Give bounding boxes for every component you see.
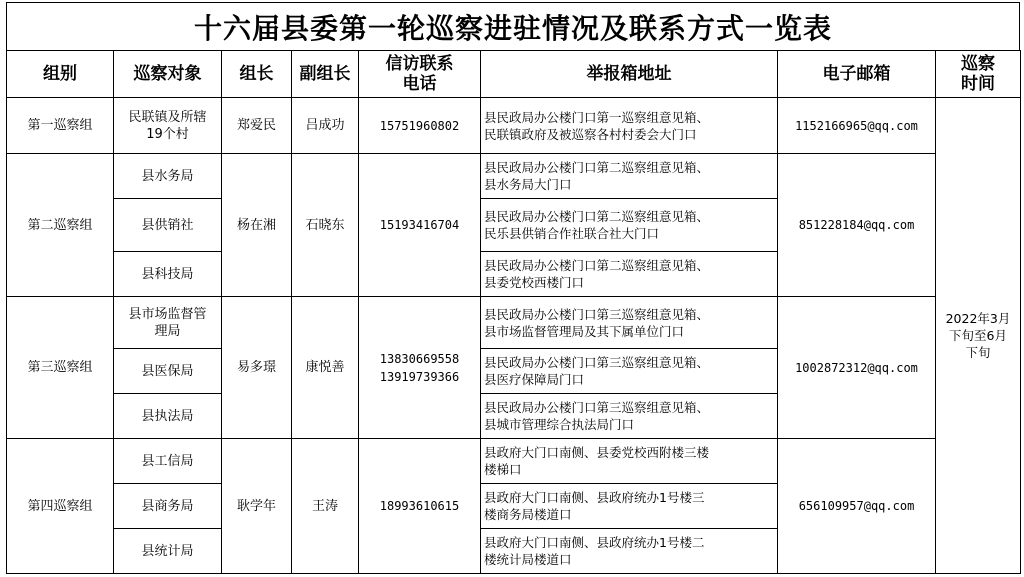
target-line1: 县工信局 — [141, 453, 194, 469]
target-line1: 县水务局 — [141, 168, 194, 184]
group-name: 第一巡察组 — [7, 98, 114, 154]
address-cell — [481, 484, 778, 529]
header-deputy: 副组长 — [292, 51, 359, 98]
group-name: 第二巡察组 — [7, 154, 114, 297]
phone-number: 15751960802 — [379, 118, 460, 133]
table-row — [7, 439, 1021, 484]
address-line2: 县医疗保障局门口 — [484, 372, 585, 387]
time-line1: 2022年3月 — [945, 311, 1011, 326]
deputy-name: 石晓东 — [292, 154, 359, 297]
phone-number: 15193416704 — [379, 218, 460, 232]
target-cell — [114, 154, 222, 199]
target-cell — [114, 252, 222, 297]
email-cell: 851228184@qq.com — [778, 154, 936, 297]
address-line1: 县民政局办公楼门口第三巡察组意见箱、 — [484, 400, 710, 415]
address-cell — [481, 529, 778, 574]
address-cell — [481, 98, 778, 154]
target-line1: 县供销社 — [141, 217, 194, 233]
address-line1: 县政府大门口南侧、县政府统办1号楼三 — [484, 490, 705, 505]
header-email: 电子邮箱 — [778, 51, 936, 98]
page-title: 十六届县委第一轮巡察进驻情况及联系方式一览表 — [6, 2, 1020, 50]
leader-name: 耿学年 — [222, 439, 292, 574]
deputy-name: 王涛 — [292, 439, 359, 574]
address-cell — [481, 349, 778, 394]
header-row — [7, 51, 1021, 98]
phone-cell — [359, 297, 481, 439]
target-cell — [114, 394, 222, 439]
header-address: 举报箱地址 — [481, 51, 778, 98]
table-body — [7, 98, 1021, 574]
leader-name: 易多璟 — [222, 297, 292, 439]
target-cell — [114, 98, 222, 154]
contact-table — [6, 50, 1021, 574]
target-cell — [114, 529, 222, 574]
address-line2: 民联镇政府及被巡察各村村委会大门口 — [484, 126, 697, 142]
address-line2: 县水务局大门口 — [484, 177, 572, 192]
address-line1: 县民政局办公楼门口第二巡察组意见箱、 — [484, 209, 710, 224]
time-line2: 下旬至6月 — [949, 328, 1007, 343]
target-cell — [114, 439, 222, 484]
address-line2: 民乐县供销合作社联合社大门口 — [484, 226, 660, 241]
header-phone-line1: 信访联系 — [385, 54, 454, 74]
header-leader: 组长 — [222, 51, 292, 98]
address-line2: 县委党校西楼门口 — [484, 275, 585, 290]
phone-cell — [359, 98, 481, 154]
time-cell — [936, 98, 1021, 574]
header-group: 组别 — [7, 51, 114, 98]
header-phone — [359, 51, 481, 98]
address-line1: 县民政局办公楼门口第三巡察组意见箱、 — [484, 306, 710, 322]
address-line1: 县政府大门口南侧、县委党校西附楼三楼 — [484, 445, 710, 460]
table-row — [7, 154, 1021, 199]
target-line1: 县统计局 — [141, 543, 194, 559]
address-line1: 县民政局办公楼门口第二巡察组意见箱、 — [484, 258, 710, 273]
target-cell — [114, 199, 222, 252]
leader-name: 杨在湘 — [222, 154, 292, 297]
address-line2: 楼商务局楼道口 — [484, 507, 572, 522]
header-phone-line2: 电话 — [402, 74, 437, 94]
target-line1: 县商务局 — [141, 498, 194, 514]
header-time — [936, 51, 1021, 98]
address-line1: 县民政局办公楼门口第三巡察组意见箱、 — [484, 355, 710, 370]
target-cell — [114, 349, 222, 394]
phone-number: 13919739366 — [379, 369, 460, 384]
target-line1: 县执法局 — [141, 408, 194, 424]
email-cell: 1152166965@qq.com — [778, 98, 936, 154]
address-cell — [481, 252, 778, 297]
address-line1: 县民政局办公楼门口第一巡察组意见箱、 — [484, 109, 710, 125]
target-line2: 理局 — [154, 323, 181, 339]
phone-cell — [359, 154, 481, 297]
phone-number: 13830669558 — [379, 351, 460, 366]
deputy-name: 康悦善 — [292, 297, 359, 439]
address-line2: 楼梯口 — [484, 462, 522, 477]
table-row — [7, 98, 1021, 154]
header-time-line1: 巡察 — [961, 54, 995, 74]
address-cell — [481, 154, 778, 199]
address-line1: 县民政局办公楼门口第二巡察组意见箱、 — [484, 160, 710, 175]
target-line1: 民联镇及所辖 — [128, 109, 207, 125]
address-line2: 县市场监督管理局及其下属单位门口 — [484, 323, 685, 339]
address-line2: 县城市管理综合执法局门口 — [484, 417, 635, 432]
target-cell — [114, 484, 222, 529]
time-line3: 下旬 — [965, 345, 991, 360]
target-line1: 县科技局 — [141, 266, 194, 282]
phone-cell — [359, 439, 481, 574]
address-cell — [481, 199, 778, 252]
address-cell — [481, 394, 778, 439]
target-line1: 县医保局 — [141, 363, 194, 379]
address-line1: 县政府大门口南侧、县政府统办1号楼二 — [484, 535, 705, 550]
address-cell — [481, 439, 778, 484]
table-row — [7, 297, 1021, 349]
group-name: 第三巡察组 — [7, 297, 114, 439]
group-name: 第四巡察组 — [7, 439, 114, 574]
target-cell — [114, 297, 222, 349]
email-cell: 656109957@qq.com — [778, 439, 936, 574]
email-cell: 1002872312@qq.com — [778, 297, 936, 439]
header-time-line2: 时间 — [961, 74, 995, 94]
deputy-name: 吕成功 — [292, 98, 359, 154]
header-target: 巡察对象 — [114, 51, 222, 98]
address-line2: 楼统计局楼道口 — [484, 552, 572, 567]
target-line1: 县市场监督管 — [128, 306, 207, 322]
target-line2: 19个村 — [146, 126, 189, 142]
leader-name: 郑爱民 — [222, 98, 292, 154]
address-cell — [481, 297, 778, 349]
phone-number: 18993610615 — [379, 499, 460, 513]
